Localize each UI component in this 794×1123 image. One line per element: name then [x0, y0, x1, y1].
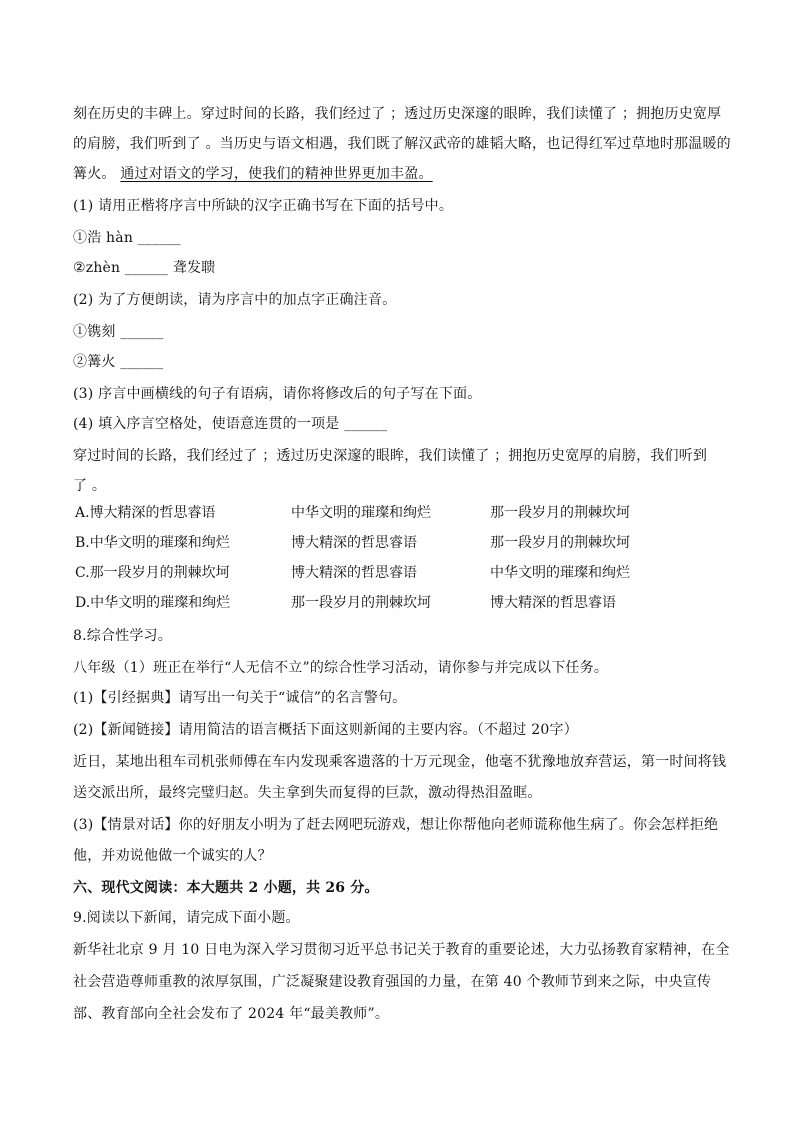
option-c-col-3: 中华文明的璀璨和绚烂: [490, 565, 630, 581]
passage-line-3: [73, 164, 433, 184]
question-8-task-3-line-2: 他，并劝说他做一个诚实的人？: [73, 848, 272, 864]
option-b-col-3: 那一段岁月的荆棘坎坷: [490, 535, 630, 551]
option-c-col-2: 博大精深的哲思睿语: [291, 565, 417, 581]
option-b-col-2: 博大精深的哲思睿语: [291, 535, 417, 551]
passage-text: 篝火。: [73, 166, 121, 182]
news-paragraph-line-3: 部、教育部向全社会发布了 2024 年“最美教师”。: [73, 1006, 390, 1022]
option-d-col-1: D.中华文明的璀璨和绚烂: [75, 595, 231, 611]
question-3-stem: (3) 序言中画横线的句子有语病，请你将修改后的句子写在下面。: [73, 386, 482, 402]
underlined-sentence: 通过对语文的学习，使我们的精神世界更加丰盈。: [120, 166, 433, 182]
question-8-task-1: (1)【引经据典】请写出一句关于“诚信”的名言警句。: [73, 690, 407, 706]
news-line-2: 送交派出所，最终完璧归赵。失主拿到失而复得的巨款，激动得热泪盈眶。: [73, 785, 542, 801]
question-1-item-b: ②zhèn ______ 聋发聩: [73, 260, 216, 276]
question-2-item-a: ①镌刻 ______: [73, 324, 164, 340]
option-a-col-3: 那一段岁月的荆棘坎坷: [490, 505, 630, 521]
question-4-text-1: 穿过时间的长路，我们经过了 ；透过历史深邃的眼眸，我们读懂了 ；拥抱历史宽厚的肩膀，我们听到: [73, 448, 708, 464]
question-4-text-2: 了 。: [73, 478, 107, 494]
option-c-col-1: C.那一段岁月的荆棘坎坷: [75, 565, 230, 581]
question-9-title: 9.阅读以下新闻，请完成下面小题。: [73, 910, 300, 926]
question-8-task-3-line-1: (3)【情景对话】你的好朋友小明为了赶去网吧玩游戏，想让你帮他向老师谎称他生病了。你会怎样拒绝: [73, 817, 719, 833]
question-2-item-b: ②篝火 ______: [73, 354, 164, 370]
question-1-item-a: ①浩 hàn ______: [73, 230, 181, 246]
option-d-col-2: 那一段岁月的荆棘坎坷: [291, 595, 431, 611]
question-2-stem: (2) 为了方便朗读，请为序言中的加点字正确注音。: [73, 292, 397, 308]
question-1-stem: (1) 请用正楷将序言中所缺的汉字正确书写在下面的括号中。: [73, 198, 454, 214]
option-a-col-1: A.博大精深的哲思睿语: [75, 505, 216, 521]
question-8-intro: 八年级（1）班正在举行“人无信不立”的综合性学习活动，请你参与并完成以下任务。: [73, 660, 609, 676]
passage-line-2: 的肩膀，我们听到了 。当历史与语文相遇，我们既了解汉武帝的雄韬大略，也记得红军过草地时那温暖的: [73, 136, 731, 152]
question-8-title: 8.综合性学习。: [73, 628, 172, 644]
question-4-stem: (4) 填入序言空格处，使语意连贯的一项是 ______: [73, 416, 388, 432]
question-8-task-2: (2)【新闻链接】请用简洁的语言概括下面这则新闻的主要内容。（不超过 20字）: [73, 722, 578, 738]
news-paragraph-line-1: 新华社北京 9 月 10 日电为深入学习贯彻习近平总书记关于教育的重要论述，大力弘扬教育家精神，在全: [73, 942, 730, 958]
option-a-col-2: 中华文明的璀璨和绚烂: [291, 505, 431, 521]
section-6-heading: 六、现代文阅读：本大题共 2 小题，共 26 分。: [73, 880, 379, 896]
passage-line-1: 刻在历史的丰碑上。穿过时间的长路，我们经过了 ；透过历史深邃的眼眸，我们读懂了 ；拥抱历史宽厚: [73, 106, 722, 122]
news-paragraph-line-2: 社会营造尊师重教的浓厚氛围，广泛凝聚建设教育强国的力量，在第 40 个教师节到来之际，中央宣传: [73, 974, 712, 990]
option-b-col-1: B.中华文明的璀璨和绚烂: [75, 535, 230, 551]
option-d-col-3: 博大精深的哲思睿语: [490, 595, 616, 611]
news-line-1: 近日，某地出租车司机张师傅在车内发现乘客遗落的十万元现金，他毫不犹豫地放弃营运，第一时间将钱: [73, 754, 727, 770]
